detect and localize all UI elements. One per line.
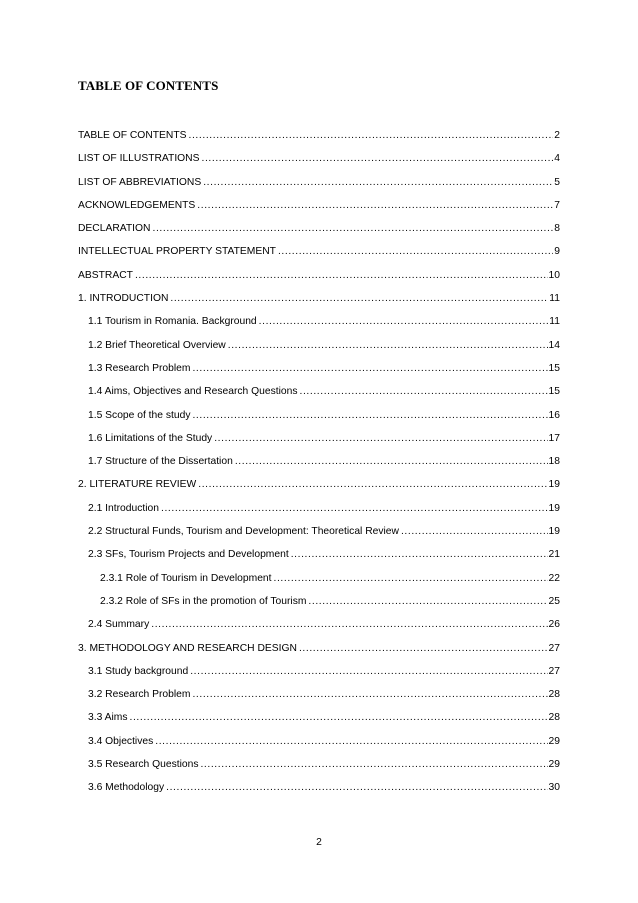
toc-entry[interactable] (78, 199, 560, 222)
toc-entry-page: 8 (554, 223, 560, 235)
toc-entry[interactable] (78, 711, 560, 734)
toc-dot-leader (152, 222, 553, 236)
toc-entry-page: 19 (548, 502, 560, 514)
toc-entry-page: 30 (548, 782, 560, 794)
toc-entry-title: 1.3 Research Problem (88, 362, 191, 374)
toc-entry-page: 7 (554, 199, 560, 211)
toc-entry-title: 1.6 Limitations of the Study (88, 432, 213, 444)
toc-entry[interactable] (78, 152, 560, 175)
toc-dot-leader (166, 781, 547, 795)
toc-dot-leader (228, 339, 548, 353)
toc-entry-title: 1.7 Structure of the Dissertation (88, 456, 233, 468)
toc-entry-title: 3.5 Research Questions (88, 759, 199, 771)
toc-entry[interactable] (78, 269, 560, 292)
toc-entry[interactable] (78, 781, 560, 804)
toc-entry-page: 5 (554, 176, 560, 188)
toc-entry[interactable] (78, 409, 560, 432)
toc-entry[interactable] (78, 548, 560, 571)
toc-dot-leader (274, 572, 548, 586)
toc-entry-title: 3.4 Objectives (88, 735, 154, 747)
toc-entry[interactable] (78, 688, 560, 711)
toc-entry-page: 14 (548, 339, 560, 351)
toc-entry-title: DECLARATION (78, 223, 151, 235)
toc-entry[interactable] (78, 339, 560, 362)
toc-entry[interactable] (78, 129, 560, 152)
toc-entry[interactable] (78, 315, 560, 338)
toc-entry-title: 1.5 Scope of the study (88, 409, 191, 421)
toc-dot-leader (203, 176, 553, 190)
toc-dot-leader (192, 362, 547, 376)
toc-entry[interactable] (78, 222, 560, 245)
toc-dot-leader (192, 409, 547, 423)
toc-entry-page: 25 (548, 595, 560, 607)
toc-entry-title: INTELLECTUAL PROPERTY STATEMENT (78, 246, 276, 258)
toc-entry[interactable] (78, 665, 560, 688)
toc-entry-title: ABSTRACT (78, 269, 133, 281)
toc-entry-page: 26 (548, 619, 560, 631)
toc-entry[interactable] (78, 595, 560, 618)
toc-entry-title: 2.3.2 Role of SFs in the promotion of Tourism (100, 595, 307, 607)
page-number: 2 (316, 837, 322, 848)
toc-entry[interactable] (78, 478, 560, 501)
toc-entry[interactable] (78, 176, 560, 199)
toc-dot-leader (278, 245, 553, 259)
toc-dot-leader (401, 525, 548, 539)
toc-entry-page: 29 (548, 759, 560, 771)
toc-entry[interactable] (78, 758, 560, 781)
toc-entry-title: 2.2 Structural Funds, Tourism and Development: Theoretical Review (88, 526, 399, 538)
toc-entry[interactable] (78, 525, 560, 548)
toc-entry-title: 2.4 Summary (88, 619, 150, 631)
toc-entry[interactable] (78, 502, 560, 525)
toc-entry-page: 22 (548, 572, 560, 584)
toc-entry[interactable] (78, 572, 560, 595)
toc-entry-page: 17 (548, 432, 560, 444)
toc-entry-title: LIST OF ILLUSTRATIONS (78, 153, 200, 165)
toc-dot-leader (151, 618, 547, 632)
toc-entry-page: 19 (548, 479, 560, 491)
toc-entry-title: 1.1 Tourism in Romania. Background (88, 316, 257, 328)
toc-entry-title: 2.3 SFs, Tourism Projects and Development (88, 549, 289, 561)
toc-entry[interactable] (78, 618, 560, 641)
toc-entry[interactable] (78, 455, 560, 478)
toc-entry[interactable] (78, 362, 560, 385)
toc-entry[interactable] (78, 432, 560, 455)
toc-entry-page: 15 (548, 362, 560, 374)
toc-dot-leader (291, 548, 548, 562)
toc-dot-leader (170, 292, 548, 306)
toc-dot-leader (200, 758, 547, 772)
toc-entry-page: 28 (548, 712, 560, 724)
toc-dot-leader (198, 478, 547, 492)
toc-entry[interactable] (78, 385, 560, 408)
toc-entry-title: 2. LITERATURE REVIEW (78, 479, 197, 491)
toc-dot-leader (299, 642, 548, 656)
toc-dot-leader (135, 269, 548, 283)
toc-entry-page: 27 (548, 665, 560, 677)
toc-entry-page: 19 (548, 526, 560, 538)
toc-entry-title: 3.3 Aims (88, 712, 128, 724)
toc-entry-page: 28 (548, 689, 560, 701)
toc-entry-page: 21 (548, 549, 560, 561)
toc-entry[interactable] (78, 292, 560, 315)
toc-entry-title: 3.2 Research Problem (88, 689, 191, 701)
toc-entry-page: 11 (549, 316, 560, 328)
toc-dot-leader (308, 595, 547, 609)
toc-entry-page: 2 (554, 130, 560, 141)
toc-dot-leader (155, 735, 547, 749)
toc-entry-title: 1.4 Aims, Objectives and Research Questions (88, 386, 298, 398)
toc-dot-leader (197, 199, 553, 213)
toc-entry-page: 27 (548, 642, 560, 654)
toc-entry-title: ACKNOWLEDGEMENTS (78, 199, 196, 211)
toc-entry-page: 4 (554, 153, 560, 165)
toc-dot-leader (130, 711, 548, 725)
toc-entry-page: 16 (548, 409, 560, 421)
toc-entry-page: 18 (548, 456, 560, 468)
toc-heading: TABLE OF CONTENTS (78, 78, 219, 93)
toc-dot-leader (299, 385, 547, 399)
toc-entry-title: 3.6 Methodology (88, 782, 165, 794)
toc-dot-leader (214, 432, 547, 446)
toc-dot-leader (202, 152, 554, 166)
toc-entry-title: 3. METHODOLOGY AND RESEARCH DESIGN (78, 642, 297, 654)
toc-list (78, 129, 560, 805)
toc-dot-leader (161, 502, 548, 516)
toc-dot-leader (189, 129, 554, 143)
toc-entry[interactable] (78, 735, 560, 758)
toc-entry-title: 3.1 Study background (88, 665, 189, 677)
toc-entry-page: 9 (554, 246, 560, 258)
toc-entry-title: 1. INTRODUCTION (78, 293, 169, 305)
toc-entry-page: 11 (549, 293, 560, 305)
toc-entry[interactable] (78, 245, 560, 268)
toc-entry[interactable] (78, 642, 560, 665)
toc-entry-title: 1.2 Brief Theoretical Overview (88, 339, 226, 351)
toc-entry-title: 2.1 Introduction (88, 502, 159, 514)
toc-entry-page: 15 (548, 386, 560, 398)
toc-entry-title: TABLE OF CONTENTS (78, 130, 187, 141)
toc-dot-leader (235, 455, 548, 469)
toc-dot-leader (259, 315, 549, 329)
toc-entry-title: LIST OF ABBREVIATIONS (78, 176, 202, 188)
toc-entry-page: 10 (548, 269, 560, 281)
toc-dot-leader (190, 665, 547, 679)
toc-entry-title: 2.3.1 Role of Tourism in Development (100, 572, 272, 584)
toc-entry-page: 29 (548, 735, 560, 747)
toc-dot-leader (192, 688, 547, 702)
